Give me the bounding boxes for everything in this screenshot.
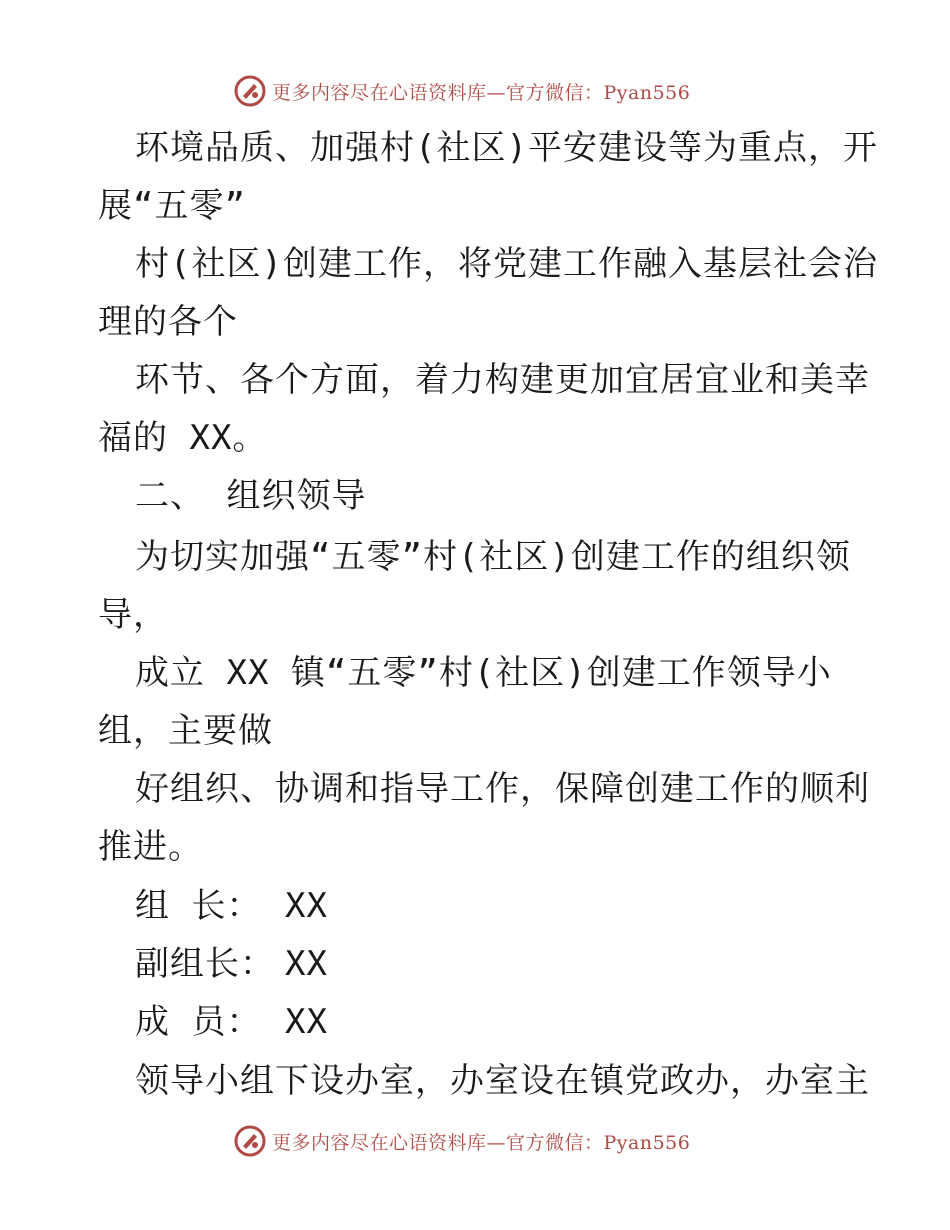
member-row-members xyxy=(135,1002,328,1042)
member-row-deputy xyxy=(135,944,328,984)
paragraph-line: 村(社区)创建工作，将党建工作融入基层社会治 xyxy=(135,244,878,284)
paragraph-line: 展“五零” xyxy=(98,186,246,226)
header-banner xyxy=(234,74,714,108)
header-banner-text: 更多内容尽在心语资料库—官方微信：Pyan556 xyxy=(272,81,691,104)
paragraph-line: 组，主要做 xyxy=(98,711,273,751)
paragraph-line: 为切实加强“五零”村(社区)创建工作的组织领 xyxy=(135,537,851,577)
member-role: 组 长： xyxy=(135,886,262,926)
footer-banner-text: 更多内容尽在心语资料库—官方微信：Pyan556 xyxy=(272,1131,691,1154)
member-name: XX xyxy=(285,944,328,984)
member-role: 成 员： xyxy=(135,1002,262,1042)
footer-banner xyxy=(234,1124,714,1158)
paragraph-line: 理的各个 xyxy=(98,302,238,342)
paragraph-line: 环境品质、加强村(社区)平安建设等为重点，开 xyxy=(135,128,878,168)
paragraph-line: 环节、各个方面，着力构建更加宜居宜业和美幸 xyxy=(135,360,870,400)
seal-logo-icon xyxy=(234,75,266,107)
member-name: XX xyxy=(285,1002,328,1042)
member-role: 副组长： xyxy=(135,944,275,984)
paragraph-line: 成立 XX 镇“五零”村(社区)创建工作领导小 xyxy=(135,653,832,693)
seal-logo-icon xyxy=(234,1125,266,1157)
paragraph-line: 领导小组下设办室，办室设在镇党政办，办室主 xyxy=(135,1061,870,1101)
paragraph-line: 导， xyxy=(98,595,168,635)
paragraph-line: 推进。 xyxy=(98,827,203,867)
member-row-leader xyxy=(135,886,328,926)
member-name: XX xyxy=(285,886,328,926)
paragraph-line: 福的 XX。 xyxy=(98,418,268,458)
section-heading: 二、 组织领导 xyxy=(135,476,367,516)
paragraph-line: 好组织、协调和指导工作，保障创建工作的顺利 xyxy=(135,769,870,809)
